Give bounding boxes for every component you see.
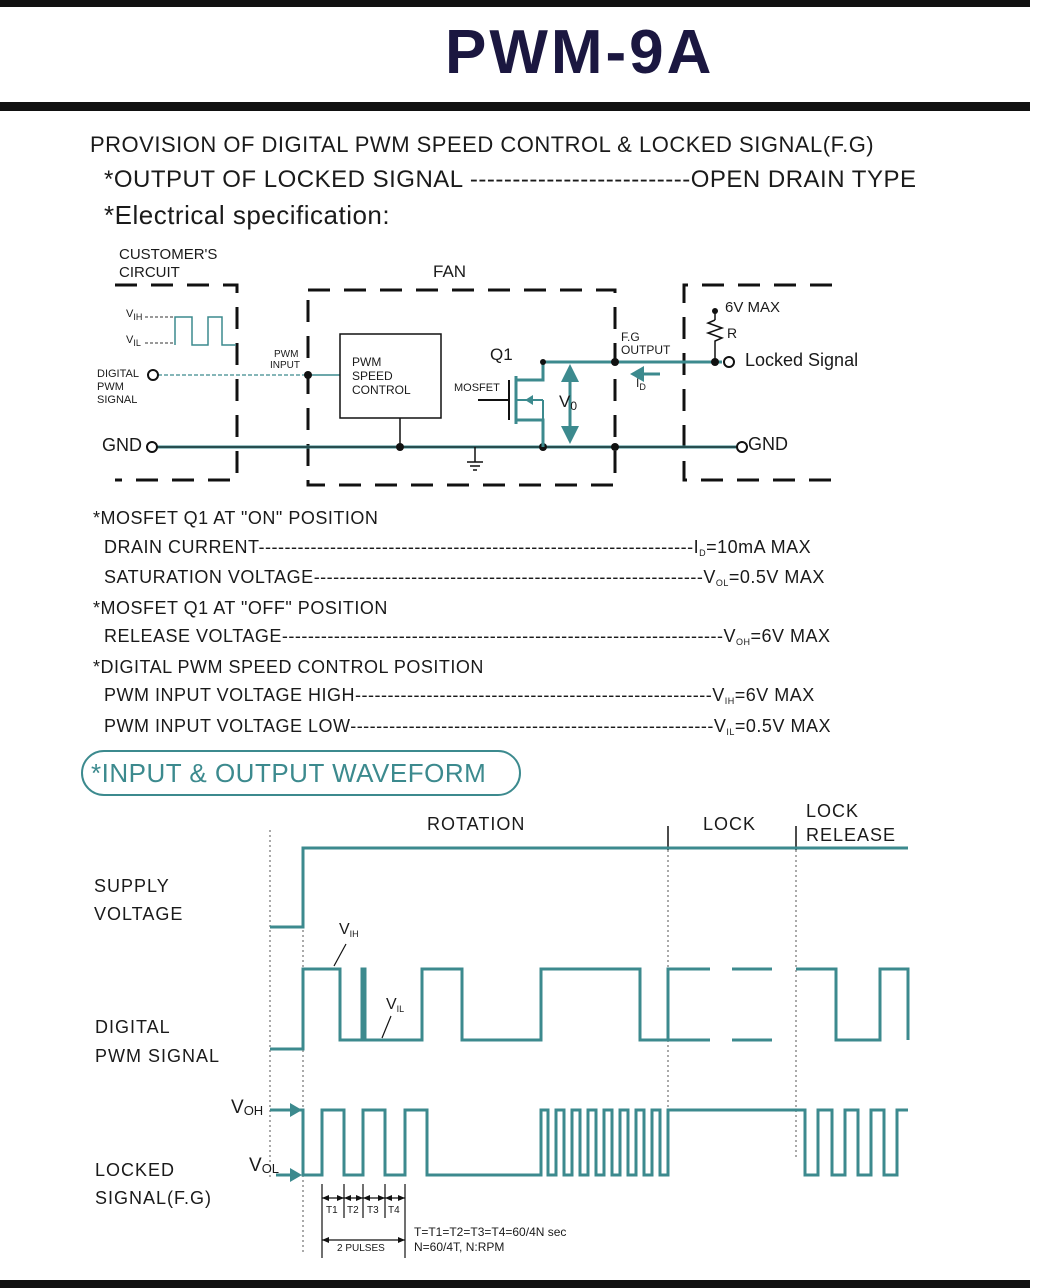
t4-label: T4	[388, 1205, 400, 1216]
supply-voltage-label-1: SUPPLY	[94, 876, 170, 896]
spec-low-label: PWM INPUT VOLTAGE LOW--------------------------------------------------------	[104, 716, 714, 736]
timing-formula-1: T=T1=T2=T3=T4=60/4N sec	[414, 1225, 567, 1239]
lock-release-label-1: LOCK	[806, 801, 860, 821]
digital-pwm-signal-label-3: SIGNAL	[97, 394, 138, 406]
mosfet-label: MOSFET	[454, 382, 500, 394]
locked-signal-fg-label-2: SIGNAL(F.G)	[95, 1188, 213, 1208]
pwm-input-label-1: PWM	[274, 349, 299, 360]
digital-pwm-signal-label-2: PWM	[97, 381, 124, 393]
t1-label: T1	[326, 1205, 338, 1216]
spec-pwm-input-low: PWM INPUT VOLTAGE LOW-$-------------------------------------------------------V_{IL}=0.5V$ MAX	[104, 716, 831, 737]
digital-pwm-signal-label-1: DIGITAL	[97, 368, 139, 380]
spec-on-heading: *MOSFET Q1 AT "ON" POSITION	[93, 508, 379, 528]
locked-signal-fg-label-1: LOCKED	[95, 1160, 176, 1180]
pwm-speed-control-label-3: CONTROL	[352, 383, 411, 397]
fg-output-label-2: OUTPUT	[621, 343, 671, 357]
gnd-right-label: GND	[748, 434, 788, 454]
waveform-badge-label: *INPUT & OUTPUT WAVEFORM	[91, 758, 487, 788]
spec-sat-label: SATURATION VOLTAGE------------------------------------------------------------	[104, 567, 704, 587]
six-v-max-label: 6V MAX	[725, 299, 781, 316]
t2-label: T2	[347, 1205, 359, 1216]
header-line-2: *OUTPUT OF LOCKED SIGNAL --------------------------OPEN DRAIN TYPE	[104, 166, 917, 193]
waveform-vih-label: $V_{IH}$	[339, 921, 359, 939]
rotation-label: ROTATION	[427, 814, 526, 834]
page-title: PWM-9A	[445, 18, 715, 87]
header-line-1: PROVISION OF DIGITAL PWM SPEED CONTROL & LOCKED SIGNAL(F.G)	[90, 132, 875, 157]
pwm-input-label-2: INPUT	[270, 360, 300, 371]
gnd-left-label: GND	[102, 435, 142, 455]
resistor-label: R	[727, 325, 738, 341]
spec-high-label: PWM INPUT VOLTAGE HIGH-------------------------------------------------------	[104, 685, 713, 705]
fan-label: FAN	[433, 262, 467, 281]
pwm-speed-control-label-2: SPEED	[352, 369, 393, 383]
header-line-3: *Electrical specification:	[104, 200, 391, 230]
pwm-speed-control-label-1: PWM	[352, 355, 382, 369]
q1-label: Q1	[490, 345, 513, 364]
fg-output-label-1: F.G	[621, 330, 640, 344]
timing-formula-2: N=60/4T, N:RPM	[414, 1240, 505, 1254]
id-label: $I_D$	[636, 376, 646, 392]
spec-rel-label: RELEASE VOLTAGE--------------------------------------------------------------------	[104, 626, 724, 646]
locked-signal-label: Locked Signal	[745, 350, 859, 370]
supply-voltage-label-2: VOLTAGE	[94, 904, 184, 924]
digital-pwm-label-2: PWM SIGNAL	[95, 1046, 221, 1066]
vih-small-label: $V_{IH}$	[126, 308, 143, 322]
customer-circuit-label-2: CIRCUIT	[119, 264, 180, 281]
spec-off-heading: *MOSFET Q1 AT "OFF" POSITION	[93, 598, 388, 618]
spec-release-voltage: RELEASE VOLTAGE-$-------------------------------------------------------------------V_{OH}=6V$ MAX	[104, 626, 831, 647]
t3-label: T3	[367, 1205, 379, 1216]
spec-drain-current: DRAIN CURRENT-$------------------------------------------------------------------I_D=10mA$ MAX	[104, 537, 812, 558]
lock-label: LOCK	[703, 814, 757, 834]
two-pulses-label: 2 PULSES	[337, 1243, 385, 1254]
customer-circuit-label-1: CUSTOMER'S	[119, 246, 218, 263]
waveform-vil-label: $V_{IL}$	[386, 996, 405, 1014]
waveform-vol-label: $V_{OL}$	[249, 1155, 280, 1176]
lock-release-label-2: RELEASE	[806, 825, 897, 845]
spec-saturation-voltage: SATURATION VOLTAGE-$-----------------------------------------------------------V_{OL}=0.5V$ MAX	[104, 567, 825, 588]
digital-pwm-label-1: DIGITAL	[95, 1017, 171, 1037]
spec-drain-label: DRAIN CURRENT-------------------------------------------------------------------	[104, 537, 694, 557]
v0-label: $V_0$	[559, 392, 578, 413]
spec-pwm-heading: *DIGITAL PWM SPEED CONTROL POSITION	[93, 657, 484, 677]
spec-pwm-input-high: PWM INPUT VOLTAGE HIGH-$------------------------------------------------------V_{IH}=6V$ MAX	[104, 685, 815, 706]
waveform-voh-label: $V_{OH}$	[231, 1097, 264, 1118]
vil-small-label: $V_{IL}$	[126, 334, 141, 348]
